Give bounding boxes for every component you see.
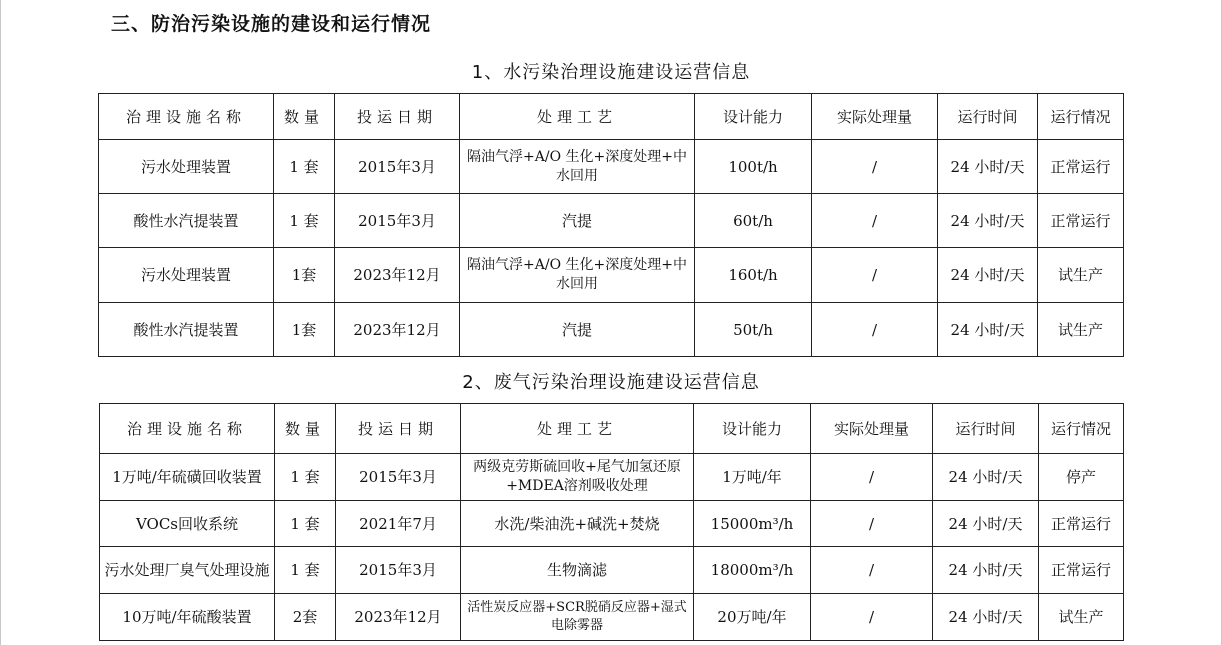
- status-cell: 试生产: [1038, 248, 1124, 303]
- capacity-cell: 20万吨/年: [694, 594, 811, 641]
- header-cell: 运行情况: [1039, 404, 1124, 454]
- capacity-cell: 100t/h: [695, 140, 812, 194]
- header-cell: 处理工艺: [461, 404, 694, 454]
- header-cell: 实际处理量: [811, 404, 933, 454]
- capacity-cell: 160t/h: [695, 248, 812, 303]
- process-cell: 汽提: [460, 194, 695, 248]
- water-table-title: 1、水污染治理设施建设运营信息: [471, 62, 751, 83]
- process-cell: 水洗/柴油洗+碱洗+焚烧: [461, 501, 694, 547]
- facility-name-cell: 污水处理装置: [99, 140, 274, 194]
- quantity-cell: 1 套: [274, 194, 335, 248]
- header-cell: 治理设施名称: [99, 94, 274, 140]
- header-cell: 投运日期: [336, 404, 461, 454]
- facility-name-cell: VOCs回收系统: [100, 501, 275, 547]
- actual-volume-cell: /: [811, 454, 933, 501]
- process-cell: 隔油气浮+A/O 生化+深度处理+中水回用: [460, 140, 695, 194]
- start-date-cell: 2015年3月: [336, 547, 461, 594]
- capacity-cell: 15000m³/h: [694, 501, 811, 547]
- start-date-cell: 2023年12月: [335, 303, 460, 357]
- process-cell: 汽提: [460, 303, 695, 357]
- run-time-cell: 24 小时/天: [938, 194, 1038, 248]
- section-title: 三、防治污染设施的建设和运行情况: [111, 13, 432, 35]
- table-row: [99, 140, 1124, 194]
- page-edge-left: [0, 0, 1, 645]
- capacity-cell: 60t/h: [695, 194, 812, 248]
- start-date-cell: 2021年7月: [336, 501, 461, 547]
- run-time-cell: 24 小时/天: [938, 303, 1038, 357]
- run-time-cell: 24 小时/天: [933, 501, 1039, 547]
- facility-name-cell: 1万吨/年硫磺回收装置: [100, 454, 275, 501]
- table-row: [99, 303, 1124, 357]
- start-date-cell: 2015年3月: [335, 194, 460, 248]
- run-time-cell: 24 小时/天: [938, 248, 1038, 303]
- capacity-cell: 50t/h: [695, 303, 812, 357]
- process-cell: 隔油气浮+A/O 生化+深度处理+中水回用: [460, 248, 695, 303]
- header-cell: 运行时间: [938, 94, 1038, 140]
- table-row: [100, 501, 1124, 547]
- facility-name-cell: 酸性水汽提装置: [99, 303, 274, 357]
- process-cell: 两级克劳斯硫回收+尾气加氢还原+MDEA溶剂吸收处理: [461, 454, 694, 501]
- status-cell: 正常运行: [1038, 140, 1124, 194]
- facility-name-cell: 酸性水汽提装置: [99, 194, 274, 248]
- table-header-row: [100, 404, 1124, 454]
- actual-volume-cell: /: [812, 194, 938, 248]
- start-date-cell: 2023年12月: [335, 248, 460, 303]
- status-cell: 正常运行: [1039, 501, 1124, 547]
- facility-name-cell: 10万吨/年硫酸装置: [100, 594, 275, 641]
- run-time-cell: 24 小时/天: [933, 454, 1039, 501]
- header-cell: 运行时间: [933, 404, 1039, 454]
- status-cell: 停产: [1039, 454, 1124, 501]
- table-header-row: [99, 94, 1124, 140]
- table-row: [100, 454, 1124, 501]
- facility-name-cell: 污水处理厂臭气处理设施: [100, 547, 275, 594]
- quantity-cell: 1套: [274, 303, 335, 357]
- run-time-cell: 24 小时/天: [933, 594, 1039, 641]
- actual-volume-cell: /: [811, 547, 933, 594]
- header-cell: 数量: [274, 94, 335, 140]
- quantity-cell: 2套: [275, 594, 336, 641]
- quantity-cell: 1 套: [275, 454, 336, 501]
- water-facilities-table: [98, 93, 1124, 357]
- header-cell: 设计能力: [695, 94, 812, 140]
- status-cell: 正常运行: [1039, 547, 1124, 594]
- capacity-cell: 18000m³/h: [694, 547, 811, 594]
- run-time-cell: 24 小时/天: [933, 547, 1039, 594]
- actual-volume-cell: /: [811, 501, 933, 547]
- quantity-cell: 1套: [274, 248, 335, 303]
- quantity-cell: 1 套: [275, 547, 336, 594]
- air-facilities-table: [99, 403, 1124, 641]
- facility-name-cell: 污水处理装置: [99, 248, 274, 303]
- table-row: [99, 194, 1124, 248]
- actual-volume-cell: /: [812, 140, 938, 194]
- header-cell: 设计能力: [694, 404, 811, 454]
- header-cell: 治理设施名称: [100, 404, 275, 454]
- actual-volume-cell: /: [811, 594, 933, 641]
- header-cell: 投运日期: [335, 94, 460, 140]
- process-cell: 生物滴滤: [461, 547, 694, 594]
- header-cell: 实际处理量: [812, 94, 938, 140]
- table-row: [100, 594, 1124, 641]
- header-cell: 处理工艺: [460, 94, 695, 140]
- status-cell: 试生产: [1038, 303, 1124, 357]
- actual-volume-cell: /: [812, 303, 938, 357]
- header-cell: 运行情况: [1038, 94, 1124, 140]
- start-date-cell: 2015年3月: [335, 140, 460, 194]
- quantity-cell: 1 套: [275, 501, 336, 547]
- header-cell: 数量: [275, 404, 336, 454]
- status-cell: 正常运行: [1038, 194, 1124, 248]
- actual-volume-cell: /: [812, 248, 938, 303]
- process-cell: 活性炭反应器+SCR脱硝反应器+湿式电除雾器: [461, 594, 694, 641]
- air-table-title: 2、废气污染治理设施建设运营信息: [462, 372, 760, 393]
- run-time-cell: 24 小时/天: [938, 140, 1038, 194]
- table-row: [99, 248, 1124, 303]
- start-date-cell: 2015年3月: [336, 454, 461, 501]
- table-row: [100, 547, 1124, 594]
- quantity-cell: 1 套: [274, 140, 335, 194]
- status-cell: 试生产: [1039, 594, 1124, 641]
- capacity-cell: 1万吨/年: [694, 454, 811, 501]
- start-date-cell: 2023年12月: [336, 594, 461, 641]
